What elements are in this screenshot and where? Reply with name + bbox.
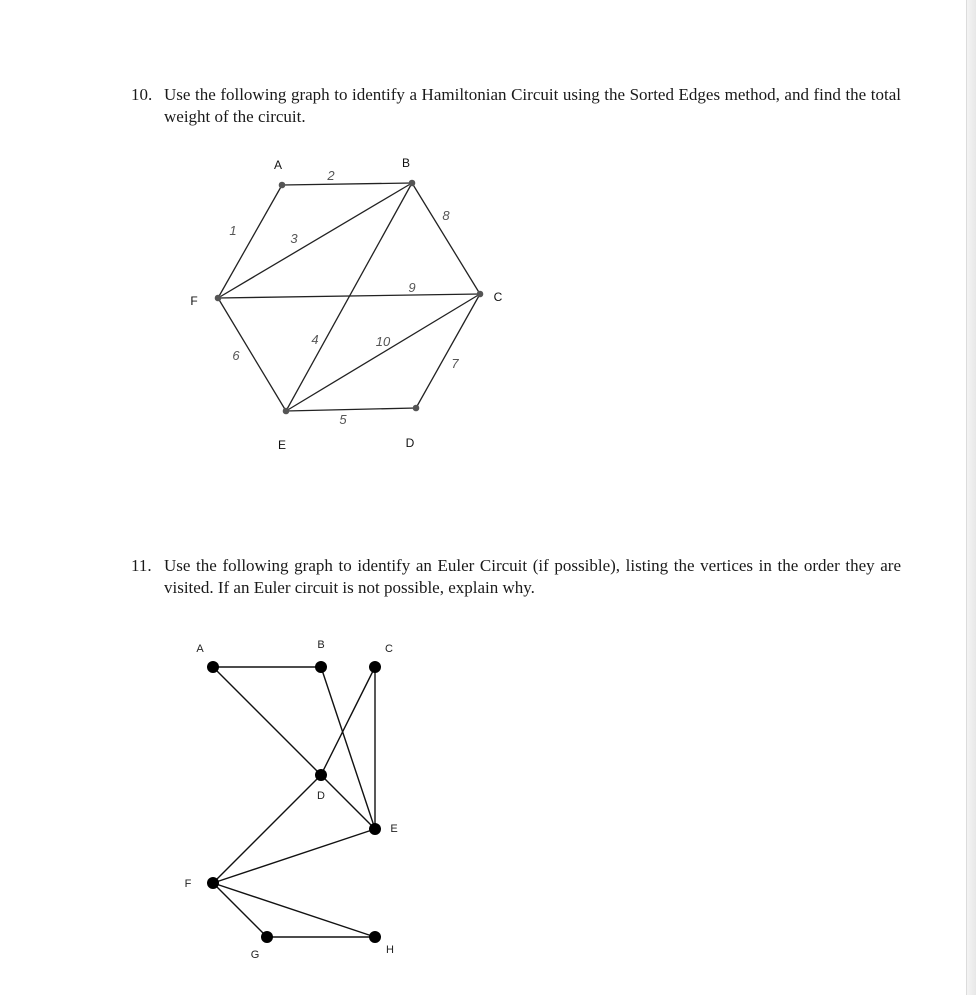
edge-weight: 4 <box>311 332 319 347</box>
vertex-label: B <box>401 156 411 170</box>
edge-weight: 7 <box>451 356 459 371</box>
vertex-label: E <box>277 438 287 452</box>
vertex-a <box>207 661 219 673</box>
edge-weight: 5 <box>339 412 347 427</box>
vertex-label: A <box>196 643 204 655</box>
problem-number: 10. <box>131 85 153 104</box>
vertex-label: C <box>493 290 503 304</box>
edge-weight: 2 <box>327 168 335 183</box>
vertex-d <box>315 769 327 781</box>
vertex-label: B <box>317 639 325 651</box>
edge-weight: 1 <box>229 223 237 238</box>
edge-weight: 3 <box>290 231 298 246</box>
vertex-label: F <box>184 878 192 890</box>
edge-weight: 9 <box>408 280 416 295</box>
edge-f-g <box>213 883 267 937</box>
vertex-g <box>261 931 273 943</box>
edge-weight: 10 <box>375 334 391 349</box>
edge-weight: 6 <box>232 348 240 363</box>
vertex-label: D <box>317 790 325 802</box>
vertex-label: E <box>390 823 398 835</box>
vertex-c <box>369 661 381 673</box>
edge-weight: 8 <box>442 208 450 223</box>
edge-b-e <box>321 667 375 829</box>
vertex-label: C <box>385 643 393 655</box>
edge-a-e <box>213 667 375 829</box>
edge-f-h <box>213 883 375 937</box>
vertex-b <box>315 661 327 673</box>
problem-text: Use the following graph to identify an Euler Circuit (if possible), listing the vertices in the order they are visited. If an Euler circuit is not possible, explain why. <box>164 556 901 597</box>
problem-text: Use the following graph to identify a Hamiltonian Circuit using the Sorted Edges method, and find the total weight of the circuit. <box>164 85 901 126</box>
edge-d-f <box>213 775 321 883</box>
edge-c-d <box>321 667 375 775</box>
vertex-e <box>369 823 381 835</box>
vertex-label: G <box>250 949 260 961</box>
vertex-h <box>369 931 381 943</box>
edge-f-e <box>213 829 375 883</box>
vertex-label: A <box>273 158 283 172</box>
vertex-label: H <box>386 944 394 956</box>
problem-number: 11. <box>131 556 152 575</box>
vertex-label: F <box>190 294 198 308</box>
vertex-f <box>207 877 219 889</box>
vertex-label: D <box>405 436 415 450</box>
